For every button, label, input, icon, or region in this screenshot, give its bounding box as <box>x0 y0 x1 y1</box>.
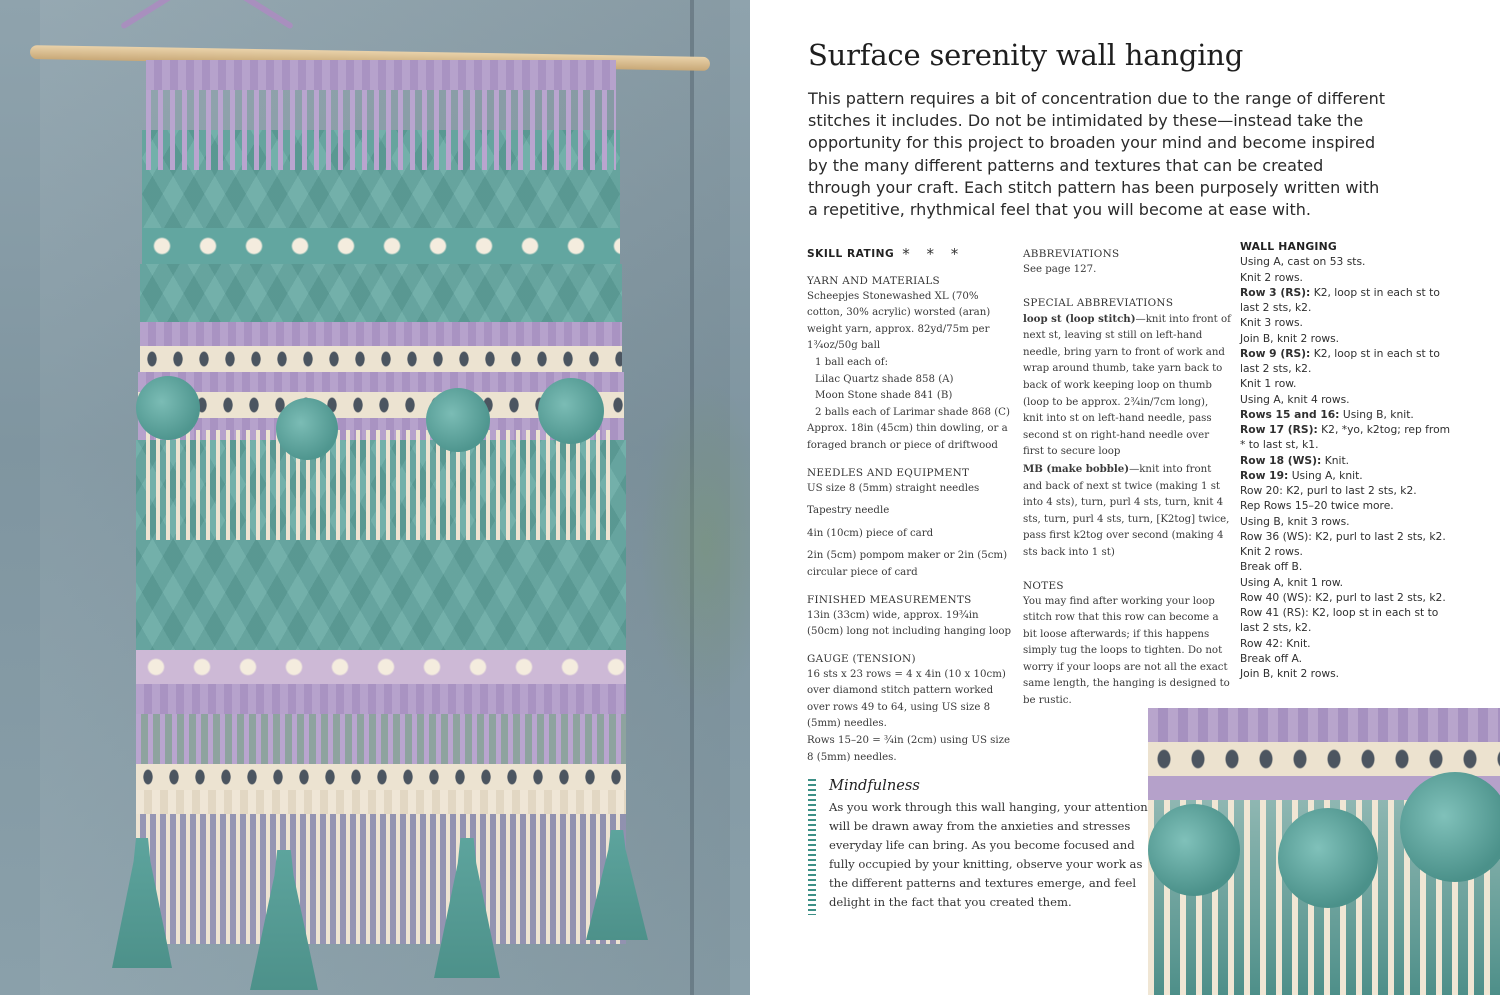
dowel-material: Approx. 18in (45cm) thin dowling, or a foraged branch or piece of driftwood <box>807 423 1008 451</box>
instruction-line: Row 42: Knit. <box>1240 636 1311 650</box>
detail-photo <box>1148 708 1500 995</box>
wall-hanging-heading: WALL HANGING <box>1240 240 1337 253</box>
instruction-line: Using A, knit 1 row. <box>1240 575 1343 589</box>
instruction-line: Knit 2 rows. <box>1240 270 1303 284</box>
notes-text: You may find after working your loop stitch row that this row can become a bit loose afterwards; if this happens simply tug the loops to tighten. Do not worry if your loops are not all the exact same length, the hanging is designed to be rustic. <box>1023 595 1230 707</box>
band-teal-diamond-1 <box>140 264 622 326</box>
notes-heading: NOTES <box>1023 579 1064 592</box>
loop-fringe-lilac-lower <box>136 714 626 764</box>
mindfulness-title: Mindfulness <box>829 777 920 794</box>
band-lilac-lower <box>136 684 626 714</box>
bobble-row-lower <box>136 650 626 684</box>
abbreviations-heading: ABBREVIATIONS <box>1023 248 1120 260</box>
loop-stitch-text: —knit into front of next st, leaving st still on left-hand needle, bring yarn to front of work and wrap around thumb, take yarn back to back of work keeping loop on thumb (loop to be approx. 2¾in/7cm long), knit into st on left-hand needle, pass second st on right-hand needle over first to secure loop <box>1023 313 1231 458</box>
instruction-line: Row 9 (RS): K2, loop st in each st to <box>1240 346 1440 360</box>
detail-pompom-3 <box>1400 772 1500 882</box>
instruction-line: Knit 3 rows. <box>1240 316 1303 330</box>
needle-item: 4in (10cm) piece of card <box>807 527 934 539</box>
instruction-line: Row 40 (WS): K2, purl to last 2 sts, k2. <box>1240 590 1446 604</box>
make-bobble-text: —knit into front and back of next st twice (making 1 st into 4 sts), turn, purl 4 sts, turn, knit 4 sts, turn, purl 4 sts, turn, [K2tog] twice, pass first k2tog over second (making 4 sts back into 1 st) <box>1023 463 1230 558</box>
fern-leaves <box>640 380 750 710</box>
page-title: Surface serenity wall hanging <box>808 38 1244 72</box>
skill-rating-label: SKILL RATING <box>807 248 895 260</box>
bobble-row-upper <box>142 228 620 264</box>
detail-eyelet-row <box>1148 742 1500 776</box>
instruction-line: Knit 1 row. <box>1240 377 1297 391</box>
materials-column <box>807 246 1013 766</box>
make-bobble-definition <box>1023 461 1231 562</box>
loop-fringe-cream-middle <box>146 430 616 540</box>
loop-stitch-definition <box>1023 311 1231 461</box>
instruction-line: Row 20: K2, purl to last 2 sts, k2. <box>1240 484 1417 497</box>
intro-paragraph: This pattern requires a bit of concentration due to the range of different stitches it includes. Do not be intimidated by these—instead take the opportunity for this project to broaden your mind and become inspired by the many different patterns and textures that can be created through your craft. Each stitch pattern has been purposely written with a repetitive, rhythmical feel that you will become at ease with. <box>808 89 1386 220</box>
band-lilac-stripe-1 <box>140 322 622 346</box>
needle-item: Tapestry needle <box>807 505 890 517</box>
pompom-4 <box>538 378 604 444</box>
gauge-text-rows: Rows 15–20 = ¾in (2cm) using US size 8 (5mm) needles. <box>807 735 1011 763</box>
mindfulness-text: As you work through this wall hanging, your attention will be drawn away from the anxieties and stresses everyday life can bring. As you become focused and fully occupied by your knitting, observe your work as the different patterns and textures emerge, and feel delight in the fact that you created them. <box>829 800 1148 909</box>
detail-lilac-band <box>1148 708 1500 742</box>
make-bobble-term: MB (make bobble) <box>1023 462 1130 475</box>
knitted-hanging <box>146 60 616 860</box>
measurements-heading: FINISHED MEASUREMENTS <box>807 593 972 606</box>
instruction-line: Join B, knit 2 rows. <box>1240 667 1340 680</box>
pompom-2 <box>276 398 338 460</box>
instruction-line: Join B, knit 2 rows. <box>1240 331 1340 345</box>
mindfulness-bar-decoration <box>808 779 816 915</box>
instructions-column <box>1240 239 1455 681</box>
yarn-color-c: 2 balls each of Larimar shade 868 (C) <box>815 406 1010 418</box>
pompom-3 <box>426 388 490 452</box>
instruction-line: Knit 2 rows. <box>1240 545 1303 558</box>
instruction-line: Row 18 (WS): Knit. <box>1240 453 1350 467</box>
abbreviations-text: See page 127. <box>1023 264 1097 275</box>
instruction-line: Row 19: Using A, knit. <box>1240 468 1363 482</box>
instruction-line: Break off A. <box>1240 651 1303 665</box>
needles-heading: NEEDLES AND EQUIPMENT <box>807 466 970 479</box>
instruction-line: Row 3 (RS): K2, loop st in each st to <box>1240 285 1440 299</box>
instruction-line: Row 36 (WS): K2, purl to last 2 sts, k2. <box>1240 529 1446 543</box>
band-lilac-top <box>146 60 616 90</box>
instruction-line: last 2 sts, k2. <box>1240 362 1312 375</box>
loop-fringe-lilac-overlay <box>146 90 616 170</box>
instruction-line: Break off B. <box>1240 560 1303 574</box>
instruction-line: last 2 sts, k2. <box>1240 621 1312 635</box>
band-cream-lower <box>136 790 626 814</box>
instruction-line: Rows 15 and 16: Using B, knit. <box>1240 407 1414 421</box>
abbreviations-column <box>1023 246 1231 710</box>
loop-stitch-term: loop st (loop stitch) <box>1023 312 1136 325</box>
yarn-color-b: Moon Stone shade 841 (B) <box>815 390 953 402</box>
skill-stars-icon: * * * <box>902 245 965 263</box>
loop-fringe-cream-bottom <box>136 814 626 944</box>
eyelet-row-3 <box>136 764 626 790</box>
instruction-line: Using A, cast on 53 sts. <box>1240 255 1366 269</box>
mindfulness-box <box>808 777 1158 917</box>
measurements-text: 13in (33cm) wide, approx. 19¾in (50cm) long not including hanging loop <box>807 609 1012 638</box>
pompom-1 <box>136 376 200 440</box>
yarn-quantity: 1 ball each of: <box>815 356 889 368</box>
needle-item: 2in (5cm) pompom maker or 2in (5cm) circular piece of card <box>807 550 1008 578</box>
instruction-line: Using A, knit 4 rows. <box>1240 392 1350 406</box>
yarn-description: Scheepjes Stonewashed XL (70% cotton, 30% acrylic) worsted (aran) weight yarn, approx. 82yd/75m per 1¾oz/50g ball <box>807 290 991 352</box>
instruction-line: * to last st, k1. <box>1240 438 1319 452</box>
instruction-line: Row 41 (RS): K2, loop st in each st to <box>1240 606 1439 619</box>
instruction-line: Rep Rows 15–20 twice more. <box>1240 499 1394 513</box>
instruction-line: last 2 sts, k2. <box>1240 301 1312 314</box>
instruction-line: Row 17 (RS): K2, *yo, k2tog; rep from <box>1240 423 1451 436</box>
gauge-text: 16 sts x 23 rows = 4 x 4in (10 x 10cm) over diamond stitch pattern worked over rows 49 to 64, using US size 8 (5mm) needles. <box>807 668 1006 730</box>
needle-item: US size 8 (5mm) straight needles <box>807 482 980 494</box>
yarn-color-a: Lilac Quartz shade 858 (A) <box>815 373 954 385</box>
yarn-heading: YARN AND MATERIALS <box>807 274 940 287</box>
skill-rating <box>807 246 1013 263</box>
pattern-page <box>750 0 1500 995</box>
eyelet-row-1 <box>140 346 622 372</box>
gauge-heading: GAUGE (TENSION) <box>807 652 916 665</box>
special-abbreviations-heading: SPECIAL ABBREVIATIONS <box>1023 296 1174 309</box>
detail-pompom-1 <box>1148 804 1240 896</box>
instruction-line: Using B, knit 3 rows. <box>1240 514 1350 528</box>
detail-pompom-2 <box>1278 808 1378 908</box>
